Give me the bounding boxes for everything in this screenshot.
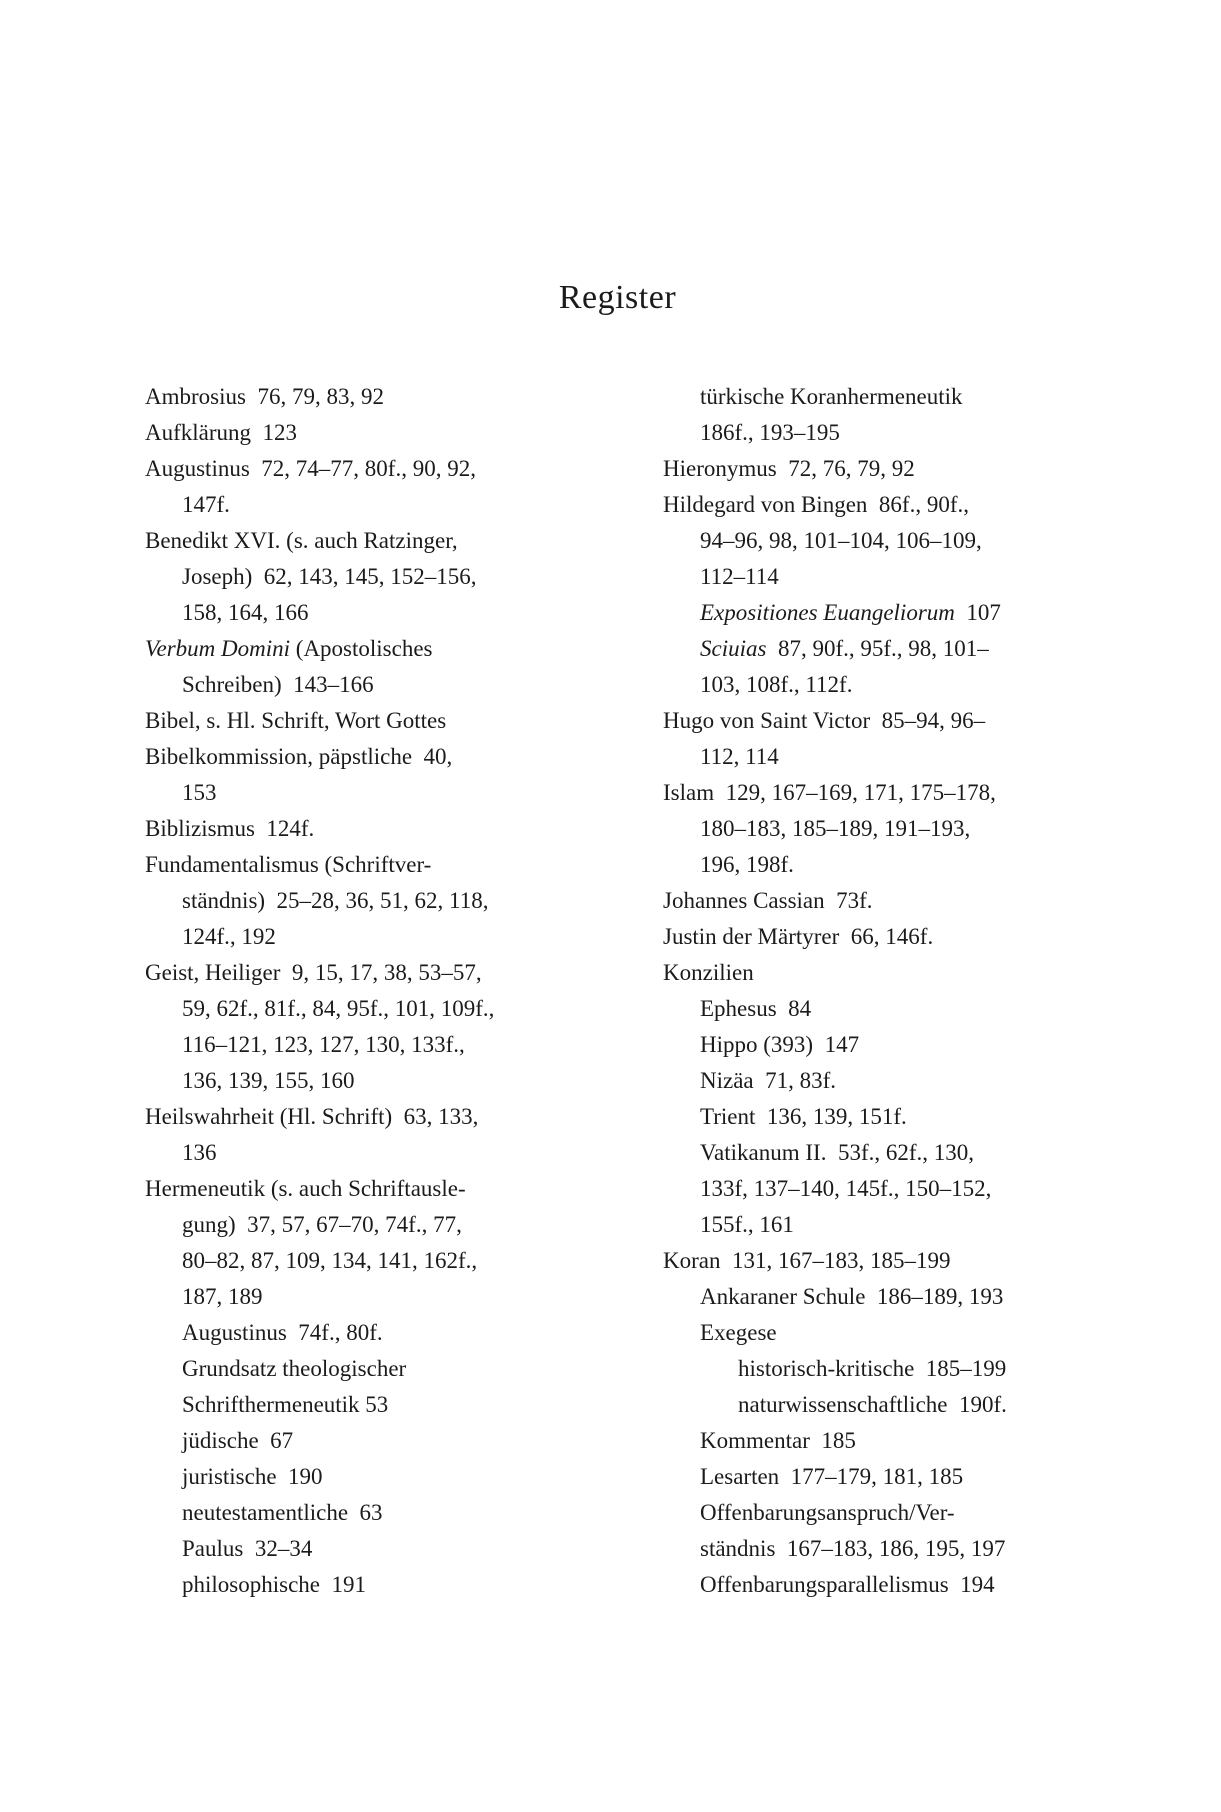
index-text: 186f., 193–195 (700, 420, 840, 445)
index-text: Geist, Heiliger 9, 15, 17, 38, 53–57, (145, 960, 482, 985)
index-line (663, 1135, 1133, 1171)
index-text: Offenbarungsanspruch/Ver- (700, 1500, 955, 1525)
index-line (145, 487, 605, 523)
index-line (145, 1207, 605, 1243)
index-line (663, 739, 1133, 775)
index-text: 187, 189 (182, 1284, 263, 1309)
index-text: Hermeneutik (s. auch Schriftausle- (145, 1176, 466, 1201)
work-title: Verbum Domini (145, 636, 291, 661)
index-line (663, 1531, 1133, 1567)
index-text: 116–121, 123, 127, 130, 133f., (182, 1032, 465, 1057)
index-text: 80–82, 87, 109, 134, 141, 162f., (182, 1248, 478, 1273)
index-line (145, 1387, 605, 1423)
index-line (663, 1243, 1133, 1279)
index-text: ständnis) 25–28, 36, 51, 62, 118, (182, 888, 489, 913)
index-line (145, 955, 605, 991)
index-text: Benedikt XVI. (s. auch Ratzinger, (145, 528, 458, 553)
index-text: Aufklärung 123 (145, 420, 298, 445)
index-line (663, 1027, 1133, 1063)
index-text: Hugo von Saint Victor 85–94, 96– (663, 708, 986, 733)
index-line (663, 1567, 1133, 1603)
index-line (663, 919, 1133, 955)
index-text: 136, 139, 155, 160 (182, 1068, 355, 1093)
index-line (663, 667, 1133, 703)
index-line (145, 415, 605, 451)
work-title: Expositiones Euangeliorum (700, 600, 955, 625)
index-line (663, 775, 1133, 811)
index-line (145, 1495, 605, 1531)
index-column-right (663, 379, 1133, 1603)
index-text: 94–96, 98, 101–104, 106–109, (700, 528, 982, 553)
index-text: naturwissenschaftliche 190f. (738, 1392, 1007, 1417)
index-line (145, 1135, 605, 1171)
index-line (145, 1531, 605, 1567)
index-text: Hieronymus 72, 76, 79, 92 (663, 456, 915, 481)
index-text: Augustinus 72, 74–77, 80f., 90, 92, (145, 456, 476, 481)
work-title: Sciuias (700, 636, 767, 661)
index-text: Offenbarungsparallelismus 194 (700, 1572, 995, 1597)
index-line (145, 379, 605, 415)
index-text: Schrifthermeneutik 53 (182, 1392, 389, 1417)
index-text: Schreiben) 143–166 (182, 672, 374, 697)
index-line (663, 811, 1133, 847)
index-text: 147f. (182, 492, 230, 517)
index-text: Ephesus 84 (700, 996, 812, 1021)
index-line (145, 1243, 605, 1279)
page-title: Register (558, 278, 677, 316)
index-text: gung) 37, 57, 67–70, 74f., 77, (182, 1212, 462, 1237)
index-text: Biblizismus 124f. (145, 816, 315, 841)
index-line (663, 451, 1133, 487)
index-line (145, 1351, 605, 1387)
index-text: 59, 62f., 81f., 84, 95f., 101, 109f., (182, 996, 495, 1021)
index-text: Bibel, s. Hl. Schrift, Wort Gottes (145, 708, 447, 733)
index-text: Trient 136, 139, 151f. (700, 1104, 907, 1129)
index-text: 136 (182, 1140, 217, 1165)
index-text: Bibelkommission, päpstliche 40, (145, 744, 453, 769)
index-line (663, 415, 1133, 451)
index-text: 153 (182, 780, 217, 805)
index-text: Joseph) 62, 143, 145, 152–156, (182, 564, 477, 589)
index-line (145, 667, 605, 703)
index-line (145, 1099, 605, 1135)
index-line (663, 631, 1133, 667)
index-text: 155f., 161 (700, 1212, 794, 1237)
index-text: Augustinus 74f., 80f. (182, 1320, 383, 1345)
index-line (663, 1423, 1133, 1459)
index-text: 112–114 (700, 564, 779, 589)
index-line (663, 1207, 1133, 1243)
index-line (663, 1063, 1133, 1099)
index-text: 180–183, 185–189, 191–193, (700, 816, 971, 841)
index-text: Ambrosius 76, 79, 83, 92 (145, 384, 384, 409)
index-line (145, 451, 605, 487)
index-line (145, 1315, 605, 1351)
index-line (663, 991, 1133, 1027)
index-line (145, 523, 605, 559)
index-line (145, 559, 605, 595)
index-line (663, 559, 1133, 595)
index-column-left (145, 379, 605, 1603)
index-line (145, 811, 605, 847)
index-line (663, 595, 1133, 631)
index-text: historisch-kritische 185–199 (738, 1356, 1007, 1381)
index-line (145, 739, 605, 775)
index-text: Lesarten 177–179, 181, 185 (700, 1464, 964, 1489)
index-text: 107 (954, 600, 1001, 625)
index-text: Koran 131, 167–183, 185–199 (663, 1248, 951, 1273)
index-line (663, 1459, 1133, 1495)
index-text: Ankaraner Schule 186–189, 193 (700, 1284, 1004, 1309)
index-text: 133f, 137–140, 145f., 150–152, (700, 1176, 992, 1201)
index-text: 103, 108f., 112f. (700, 672, 853, 697)
index-line (145, 1171, 605, 1207)
index-line (145, 595, 605, 631)
index-text: 196, 198f. (700, 852, 794, 877)
index-text: Exegese (700, 1320, 777, 1345)
index-line (145, 847, 605, 883)
index-line (663, 487, 1133, 523)
index-text: 124f., 192 (182, 924, 276, 949)
index-text: Fundamentalismus (Schriftver- (145, 852, 432, 877)
index-text: Konzilien (663, 960, 754, 985)
index-line (145, 775, 605, 811)
index-text: philosophische 191 (182, 1572, 366, 1597)
index-line (663, 1279, 1133, 1315)
index-text: Islam 129, 167–169, 171, 175–178, (663, 780, 996, 805)
index-text: Kommentar 185 (700, 1428, 856, 1453)
index-text: juristische 190 (182, 1464, 323, 1489)
index-line (145, 703, 605, 739)
index-line (663, 1171, 1133, 1207)
index-line (663, 883, 1133, 919)
index-text: Grundsatz theologischer (182, 1356, 407, 1381)
index-text: Heilswahrheit (Hl. Schrift) 63, 133, (145, 1104, 479, 1129)
index-line (145, 1063, 605, 1099)
index-text: Johannes Cassian 73f. (663, 888, 873, 913)
index-text: Justin der Märtyrer 66, 146f. (663, 924, 934, 949)
index-line (663, 379, 1133, 415)
index-line (663, 847, 1133, 883)
index-line (145, 919, 605, 955)
index-text: 112, 114 (700, 744, 779, 769)
index-line (145, 991, 605, 1027)
index-text: Paulus 32–34 (182, 1536, 313, 1561)
index-line (145, 1279, 605, 1315)
index-line (145, 1423, 605, 1459)
index-line (663, 1495, 1133, 1531)
index-line (145, 1567, 605, 1603)
index-text: Vatikanum II. 53f., 62f., 130, (700, 1140, 975, 1165)
index-text: 158, 164, 166 (182, 600, 309, 625)
index-line (145, 631, 605, 667)
index-line (663, 1099, 1133, 1135)
index-line (663, 955, 1133, 991)
index-line (663, 1315, 1133, 1351)
index-line (663, 1351, 1133, 1387)
index-line (663, 523, 1133, 559)
index-text: Hildegard von Bingen 86f., 90f., (663, 492, 969, 517)
index-line (145, 883, 605, 919)
index-line (145, 1459, 605, 1495)
index-text: ständnis 167–183, 186, 195, 197 (700, 1536, 1006, 1561)
index-text: neutestamentliche 63 (182, 1500, 383, 1525)
index-line (663, 703, 1133, 739)
index-text: Hippo (393) 147 (700, 1032, 860, 1057)
index-line (663, 1387, 1133, 1423)
index-text: türkische Koranhermeneutik (700, 384, 963, 409)
index-text: jüdische 67 (182, 1428, 294, 1453)
index-text: (Apostolisches (290, 636, 433, 661)
index-text: 87, 90f., 95f., 98, 101– (766, 636, 989, 661)
index-line (145, 1027, 605, 1063)
index-text: Nizäa 71, 83f. (700, 1068, 837, 1093)
